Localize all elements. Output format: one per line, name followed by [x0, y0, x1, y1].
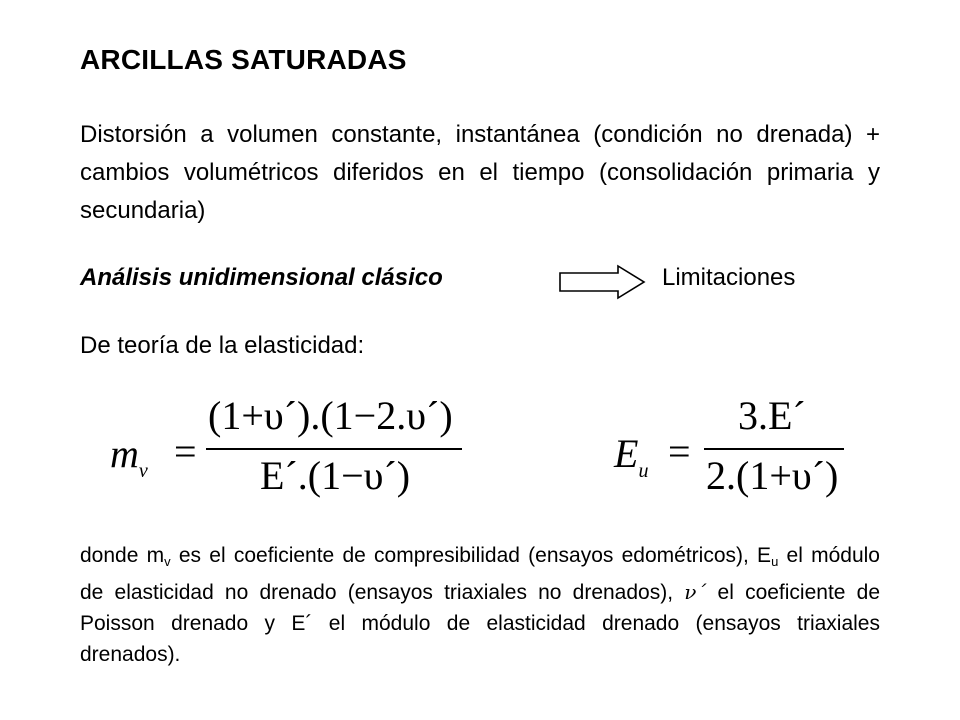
slide-title: ARCILLAS SATURADAS — [80, 44, 407, 75]
analysis-label: Análisis unidimensional clásico — [80, 264, 443, 291]
limitations-label: Limitaciones — [662, 264, 796, 291]
formula-eu-denominator: 2.(1+υ´) — [706, 453, 839, 498]
formula-mv-numerator: (1+υ´).(1−2.υ´) — [208, 393, 453, 438]
formula-mv-lhs: $m_v$ — [110, 431, 148, 482]
analysis-row — [80, 264, 880, 300]
nu-symbol: ν´ — [684, 580, 707, 604]
formula-eu-numerator: 3.E´ — [738, 393, 806, 438]
eu-subscript: u — [771, 554, 779, 569]
description-paragraph: donde $m_v$ es el coeficiente de compresibilidad (ensayos edométricos), $E_u$ el módulo de elasticidad no drenado (ensayos triaxiales no drenados), ν´ el coeficiente de Poisson drenado y E´ el módulo de elasticidad drenado (ensayos triaxiales drenados). — [80, 544, 881, 666]
intro-paragraph: Distorsión a volumen constante, instantánea (condición no drenada) + cambios volumétricos diferidos en el tiempo (consolidación primaria y secundaria) — [80, 121, 880, 224]
formula-eu-fraction-bar — [704, 448, 844, 450]
formula-mv — [110, 393, 480, 506]
right-arrow-icon — [558, 264, 648, 307]
formula-mv-fraction-bar — [206, 448, 462, 450]
formula-eu-equals: = — [668, 429, 691, 474]
elasticity-subheading: De teoría de la elasticidad: — [80, 332, 365, 359]
mv-subscript: v — [164, 554, 171, 569]
formula-mv-denominator: E´.(1−υ´) — [260, 453, 411, 498]
formula-eu-lhs: $E_u$ — [614, 431, 649, 482]
formula-eu — [614, 393, 854, 506]
formula-mv-equals: = — [174, 429, 197, 474]
